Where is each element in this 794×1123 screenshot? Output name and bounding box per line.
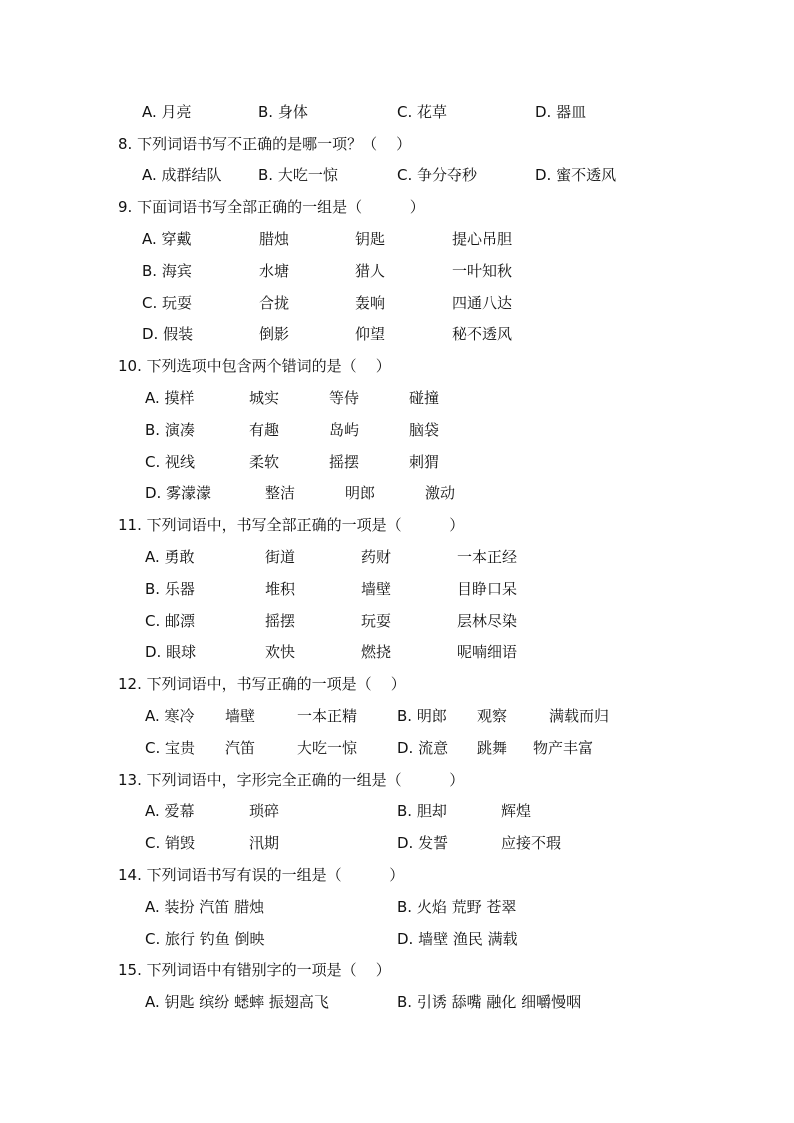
q13-d-1: D. 发誓 bbox=[397, 834, 449, 852]
q11-d-1: D. 眼球 bbox=[145, 643, 197, 661]
q13-a-1: A. 爱幕 bbox=[145, 802, 195, 820]
q15-b: B. 引诱 舔嘴 融化 细嚼慢咽 bbox=[397, 993, 582, 1011]
q12-d-1: D. 流意 bbox=[397, 739, 449, 757]
q13-c-2: 汛期 bbox=[249, 834, 280, 852]
q11-b-1: B. 乐器 bbox=[145, 580, 195, 598]
q9-d-3: 仰望 bbox=[355, 325, 386, 343]
q9-a-1: A. 穿戴 bbox=[142, 230, 192, 248]
q9-b-3: 猎人 bbox=[355, 262, 386, 280]
q9-d-4: 秘不透风 bbox=[452, 325, 513, 343]
q9-b-1: B. 海宾 bbox=[142, 262, 192, 280]
q14-stem: 14. 下列词语书写有误的一组是（ ） bbox=[118, 866, 405, 884]
q12-d-3: 物产丰富 bbox=[533, 739, 594, 757]
q12-c-3: 大吃一惊 bbox=[297, 739, 358, 757]
q9-c-2: 合拢 bbox=[259, 294, 290, 312]
q10-c-3: 摇摆 bbox=[329, 453, 360, 471]
q12-a-3: 一本正精 bbox=[297, 707, 358, 725]
q10-d-3: 明郎 bbox=[345, 484, 376, 502]
q10-c-4: 刺猬 bbox=[409, 453, 440, 471]
q13-d-2: 应接不瑕 bbox=[501, 834, 562, 852]
q14-c: C. 旅行 钓鱼 倒映 bbox=[145, 930, 265, 948]
q10-a-2: 城实 bbox=[249, 389, 280, 407]
q12-a-2: 墙壁 bbox=[225, 707, 256, 725]
q9-b-2: 水塘 bbox=[259, 262, 290, 280]
q12-b-2: 观察 bbox=[477, 707, 508, 725]
q9-a-2: 腊烛 bbox=[259, 230, 290, 248]
q10-a-4: 碰撞 bbox=[409, 389, 440, 407]
q11-c-4: 层林尽染 bbox=[457, 612, 518, 630]
q11-a-2: 街道 bbox=[265, 548, 296, 566]
q12-stem: 12. 下列词语中，书写正确的一项是（ ） bbox=[118, 675, 406, 693]
q10-b-4: 脑袋 bbox=[409, 421, 440, 439]
q11-b-4: 目睁口呆 bbox=[457, 580, 518, 598]
q15-stem: 15. 下列词语中有错别字的一项是（ ） bbox=[118, 961, 391, 979]
q14-b: B. 火焰 荒野 苍翠 bbox=[397, 898, 517, 916]
q8-option-d: D. 蜜不透风 bbox=[535, 166, 617, 184]
q11-b-3: 墙壁 bbox=[361, 580, 392, 598]
q14-a: A. 装扮 汽笛 腊烛 bbox=[145, 898, 265, 916]
q12-d-2: 跳舞 bbox=[477, 739, 508, 757]
q11-c-3: 玩耍 bbox=[361, 612, 392, 630]
q13-b-1: B. 胆却 bbox=[397, 802, 447, 820]
q9-c-3: 轰响 bbox=[355, 294, 386, 312]
q10-a-1: A. 摸样 bbox=[145, 389, 195, 407]
q11-b-2: 堆积 bbox=[265, 580, 296, 598]
q9-a-3: 钥匙 bbox=[355, 230, 386, 248]
q11-a-3: 药财 bbox=[361, 548, 392, 566]
q12-b-1: B. 明郎 bbox=[397, 707, 447, 725]
q7-option-b: B. 身体 bbox=[258, 103, 308, 121]
q12-a-1: A. 寒冷 bbox=[145, 707, 195, 725]
q7-option-d: D. 器皿 bbox=[535, 103, 587, 121]
q10-b-1: B. 演凑 bbox=[145, 421, 195, 439]
q9-c-1: C. 玩耍 bbox=[142, 294, 193, 312]
q11-d-4: 呢喃细语 bbox=[457, 643, 518, 661]
q10-d-4: 激动 bbox=[425, 484, 456, 502]
q13-a-2: 琐碎 bbox=[249, 802, 280, 820]
q8-option-b: B. 大吃一惊 bbox=[258, 166, 338, 184]
q7-option-c: C. 花草 bbox=[397, 103, 448, 121]
q11-stem: 11. 下列词语中，书写全部正确的一项是（ ） bbox=[118, 516, 465, 534]
q11-a-4: 一本正经 bbox=[457, 548, 518, 566]
q11-c-1: C. 邮漂 bbox=[145, 612, 196, 630]
q15-a: A. 钥匙 缤纷 蟋蟀 振翅高飞 bbox=[145, 993, 329, 1011]
q7-option-a: A. 月亮 bbox=[142, 103, 192, 121]
q10-stem: 10. 下列选项中包含两个错词的是（ ） bbox=[118, 357, 391, 375]
q10-b-2: 有趣 bbox=[249, 421, 280, 439]
q10-a-3: 等侍 bbox=[329, 389, 360, 407]
q10-d-1: D. 雾濛濛 bbox=[145, 484, 212, 502]
q13-stem: 13. 下列词语中，字形完全正确的一组是（ ） bbox=[118, 771, 465, 789]
q9-a-4: 提心吊胆 bbox=[452, 230, 513, 248]
q10-b-3: 岛屿 bbox=[329, 421, 360, 439]
q9-d-2: 倒影 bbox=[259, 325, 290, 343]
q9-stem: 9. 下面词语书写全部正确的一组是（ ） bbox=[118, 198, 425, 216]
q10-c-2: 柔软 bbox=[249, 453, 280, 471]
q10-d-2: 整洁 bbox=[265, 484, 296, 502]
q11-d-3: 燃挠 bbox=[361, 643, 392, 661]
q9-b-4: 一叶知秋 bbox=[452, 262, 513, 280]
q9-c-4: 四通八达 bbox=[452, 294, 513, 312]
q8-stem: 8. 下列词语书写不正确的是哪一项？（ ） bbox=[118, 135, 412, 153]
q12-b-3: 满载而归 bbox=[549, 707, 610, 725]
q14-d: D. 墙壁 渔民 满载 bbox=[397, 930, 518, 948]
q10-c-1: C. 视线 bbox=[145, 453, 196, 471]
q13-b-2: 辉煌 bbox=[501, 802, 532, 820]
q11-c-2: 摇摆 bbox=[265, 612, 296, 630]
q8-option-c: C. 争分夺秒 bbox=[397, 166, 478, 184]
q8-option-a: A. 成群结队 bbox=[142, 166, 222, 184]
q11-a-1: A. 勇敢 bbox=[145, 548, 195, 566]
q11-d-2: 欢快 bbox=[265, 643, 296, 661]
q9-d-1: D. 假装 bbox=[142, 325, 194, 343]
q12-c-2: 汽笛 bbox=[225, 739, 256, 757]
q13-c-1: C. 销毁 bbox=[145, 834, 196, 852]
q12-c-1: C. 宝贵 bbox=[145, 739, 196, 757]
